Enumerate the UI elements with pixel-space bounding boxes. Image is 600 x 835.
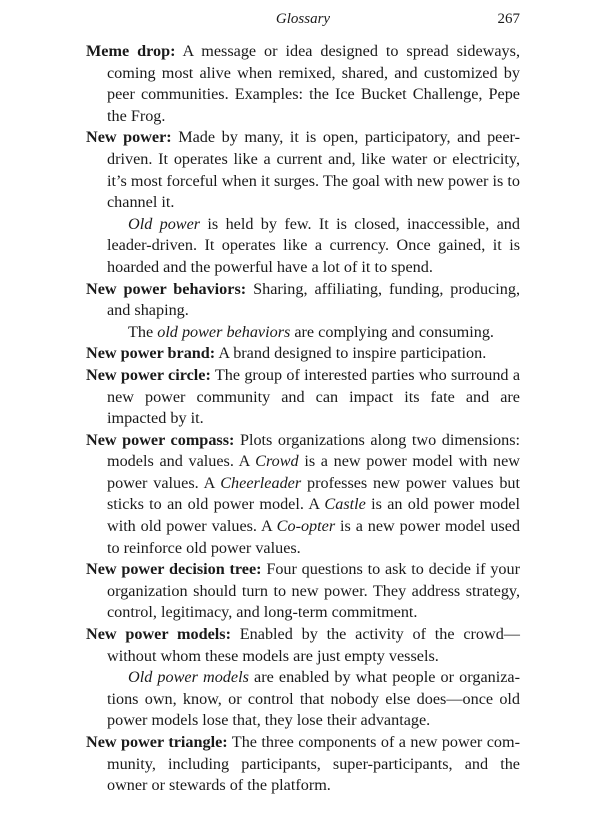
subentry-term: old power behaviors (157, 322, 291, 341)
entry-term: Meme drop: (86, 42, 176, 60)
entry-definition: Made by many, it is open, participatory, and peer-driven. It operates like a current and, like water or electricity, it’s most forceful when it surges. The goal with new power is to channel it. (107, 128, 520, 212)
entry-definition-part: is an old power model with old power values. A (107, 495, 520, 536)
entry-term: New power brand: (86, 344, 216, 363)
glossary-entry-new-power-triangle (86, 732, 520, 797)
glossary-entry-new-power-decision-tree (86, 559, 520, 624)
entry-definition: A brand designed to inspire participation. (215, 344, 487, 363)
glossary-entry-new-power-compass (86, 430, 520, 560)
entry-definition: Enabled by the activity of the crowd—without whom these models are just empty vessels. (107, 625, 520, 665)
entry-term: New power models: (86, 625, 231, 644)
entry-definition: A message or idea designed to spread sideways, coming most alive when remixed, shared, and customized by peer communities. Examples: the Ice Bucket Challenge, Pepe the Frog. (107, 42, 520, 125)
entry-term: New power decision tree: (86, 560, 262, 579)
glossary-entry-new-power-behaviors (86, 279, 520, 322)
entry-definition: Sharing, affiliating, funding, producing, and shaping. (107, 279, 520, 320)
entry-definition-part: professes new power values but sticks to an old power model. A (107, 473, 520, 514)
entry-term: New power behaviors: (86, 279, 247, 298)
compass-crowd: Crowd (255, 452, 299, 471)
entry-definition-part: is a new power model used to reinforce old power values. (107, 517, 520, 557)
entry-definition: The group of interested parties who surround a new power community and can impact its fate and are impacted by it. (107, 365, 521, 428)
subentry-term: Old power models (128, 668, 249, 687)
glossary-subentry-old-power-models (86, 667, 520, 732)
running-title: Glossary (275, 11, 331, 27)
entry-definition-part: is a new power model with new power values. A (107, 452, 520, 492)
subentry-text: are enabled by what people or organizations own, know, or control that nobody else does—once old power models lose that, they lose their advantage. (107, 668, 520, 730)
glossary-entry-new-power (86, 127, 520, 213)
page-number: 267 (497, 11, 520, 27)
glossary-subentry-old-power (86, 214, 520, 279)
glossary-entry-new-power-brand (86, 343, 520, 365)
entry-term: New power: (86, 128, 172, 147)
subentry-text: are complying and consuming. (290, 322, 494, 341)
glossary-entry-meme-drop (86, 41, 520, 127)
glossary-subentry-old-power-behaviors (86, 322, 520, 344)
compass-co-opter: Co-opter (276, 517, 336, 536)
glossary-entry-new-power-models (86, 624, 520, 667)
subentry-prefix: The (128, 322, 158, 341)
entry-definition-part: Plots organizations along two dimensions: models and values. A (107, 430, 520, 471)
running-head (86, 10, 520, 32)
entry-term: New power compass: (86, 430, 235, 449)
entry-definition: Four questions to ask to decide if your organization should turn to new power. They address strategy, control, legitimacy, and long-term commitment. (107, 560, 520, 622)
glossary-content (86, 41, 520, 797)
entry-term: New power triangle: (86, 733, 228, 751)
compass-castle: Castle (324, 495, 366, 514)
compass-cheerleader: Cheerleader (220, 473, 302, 492)
subentry-term: Old power (128, 214, 201, 233)
entry-definition: The three components of a new power community, including participants, super-participants, and the owner or stewards of the platform. (107, 733, 520, 795)
entry-term: New power circle: (86, 365, 211, 384)
glossary-entry-new-power-circle (86, 365, 520, 430)
subentry-text: is held by few. It is closed, inaccessible, and leader-driven. It operates like a currency. Once gained, it is hoarded and the powerful have a lot of it to spend. (107, 214, 520, 276)
